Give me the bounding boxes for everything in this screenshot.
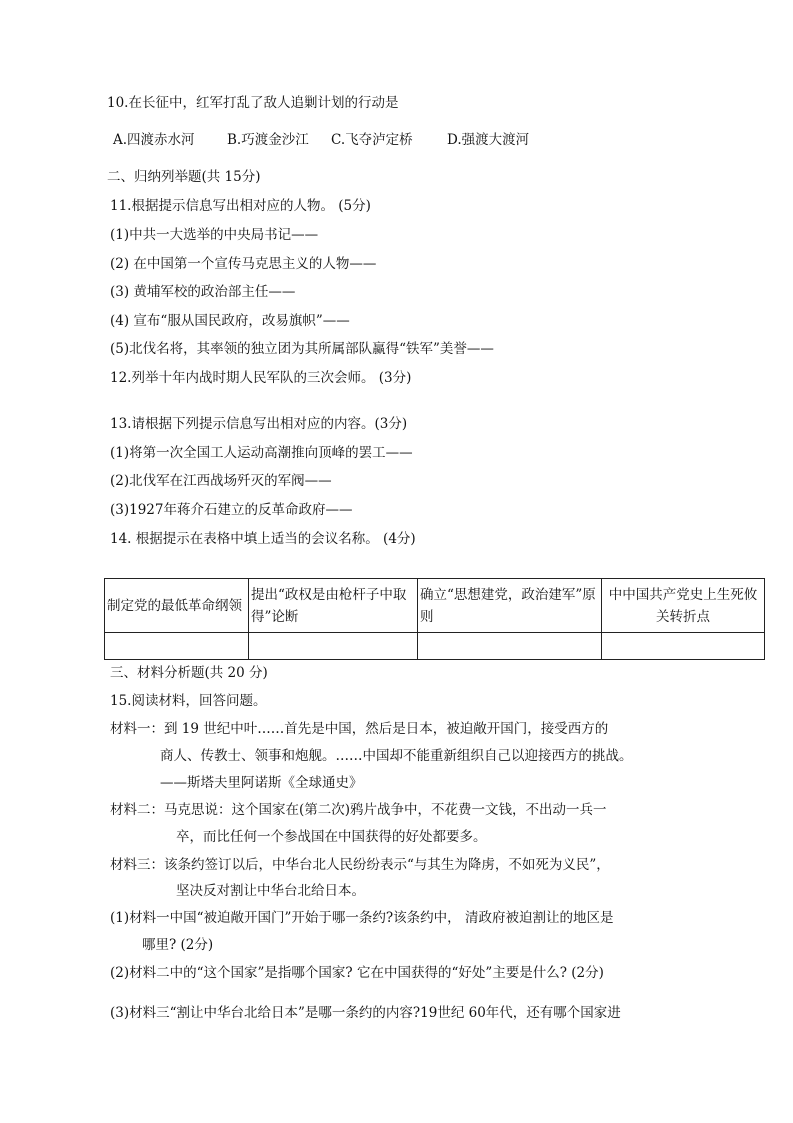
meeting-table bbox=[104, 578, 765, 660]
answer-cell[interactable] bbox=[602, 633, 765, 660]
q12-stem: 12.列举十年内战时期人民军队的三次会师。 (3分) bbox=[110, 370, 412, 386]
section3-title: 三、材料分析题(共 20 分) bbox=[110, 665, 268, 681]
table-header-cell: 制定党的最低革命纲领 bbox=[105, 579, 249, 633]
option-d[interactable]: D.强渡大渡河 bbox=[447, 132, 530, 148]
q11-stem: 11.根据提示信息写出相对应的人物。 (5分) bbox=[110, 198, 371, 214]
q14-stem: 14. 根据提示在表格中填上适当的会议名称。 (4分) bbox=[110, 531, 416, 547]
table-header-cell: 提出“政权是由枪杆子中取 得”论断 bbox=[249, 579, 418, 633]
q11-item-3: (3) 黄埔军校的政治部主任—— bbox=[110, 284, 296, 300]
sub-question-2: (2)材料二中的“这个国家”是指哪个国家? 它在中国获得的“好处”主要是什么? (2分) bbox=[110, 965, 604, 981]
q13-item-3: (3)1927年蒋介石建立的反革命政府—— bbox=[110, 502, 353, 518]
material-2-line-1: 材料二：马克思说：这个国家在(第二次)鸦片战争中，不花费一文钱，不出动一兵一 bbox=[110, 802, 607, 818]
answer-cell[interactable] bbox=[249, 633, 418, 660]
table-header-cell: 中中国共产党史上生死攸 关转折点 bbox=[602, 579, 765, 633]
option-b[interactable]: B.巧渡金沙江 bbox=[227, 132, 309, 148]
material-1-line-1: 材料一：到 19 世纪中叶……首先是中国，然后是日本，被迫敞开国门，接受西方的 bbox=[110, 721, 609, 737]
table-header-cell: 确立“思想建党，政治建军”原 则 bbox=[418, 579, 602, 633]
q10-stem: 10.在长征中，红军打乱了敌人追剿计划的行动是 bbox=[107, 95, 399, 111]
q13-item-1: (1)将第一次全国工人运动高潮推向顶峰的罢工—— bbox=[110, 445, 413, 461]
sub-question-1-line-1: (1)材料一中国“被迫敞开国门”开始于哪一条约?该条约中， 清政府被迫割让的地区是 bbox=[110, 910, 614, 926]
material-1-line-2: 商人、传教士、领事和炮舰。……中国却不能重新组织自己以迎接西方的挑战。 bbox=[160, 748, 633, 764]
material-3-line-2: 坚决反对割让中华台北给日本。 bbox=[176, 883, 365, 899]
table-row bbox=[105, 579, 765, 633]
answer-cell[interactable] bbox=[105, 633, 249, 660]
q10-options bbox=[113, 131, 529, 149]
option-c[interactable]: C.飞夺泸定桥 bbox=[331, 132, 413, 148]
q13-stem: 13.请根据下列提示信息写出相对应的内容。(3分) bbox=[110, 416, 408, 432]
q11-item-4: (4) 宣布“服从国民政府，改易旗帜”—— bbox=[110, 313, 350, 329]
table-row bbox=[105, 633, 765, 660]
sub-question-1-line-2: 哪里? (2分) bbox=[142, 937, 214, 953]
material-3-line-1: 材料三：该条约签订以后，中华台北人民纷纷表示“与其生为降虏，不如死为义民”， bbox=[110, 857, 610, 873]
option-a[interactable]: A.四渡赤水河 bbox=[113, 132, 195, 148]
q11-item-2: (2) 在中国第一个宣传马克思主义的人物—— bbox=[110, 256, 377, 272]
section2-title: 二、归纳列举题(共 15分) bbox=[107, 169, 261, 185]
q11-item-1: (1)中共一大选举的中央局书记—— bbox=[110, 227, 319, 243]
q15-stem: 15.阅读材料，回答问题。 bbox=[110, 693, 267, 709]
sub-question-3: (3)材料三“割让中华台北给日本”是哪一条约的内容?19世纪 60年代，还有哪个国家进 bbox=[110, 1005, 621, 1021]
material-2-line-2: 卒，而比任何一个参战国在中国获得的好处都要多。 bbox=[176, 829, 487, 845]
answer-cell[interactable] bbox=[418, 633, 602, 660]
q11-item-5: (5)北伐名将，其率领的独立团为其所属部队赢得“铁军”美誉—— bbox=[110, 341, 494, 357]
q13-item-2: (2)北伐军在江西战场歼灭的军阀—— bbox=[110, 473, 332, 489]
material-1-source: ——斯塔夫里阿诺斯《全球通史》 bbox=[160, 775, 363, 791]
